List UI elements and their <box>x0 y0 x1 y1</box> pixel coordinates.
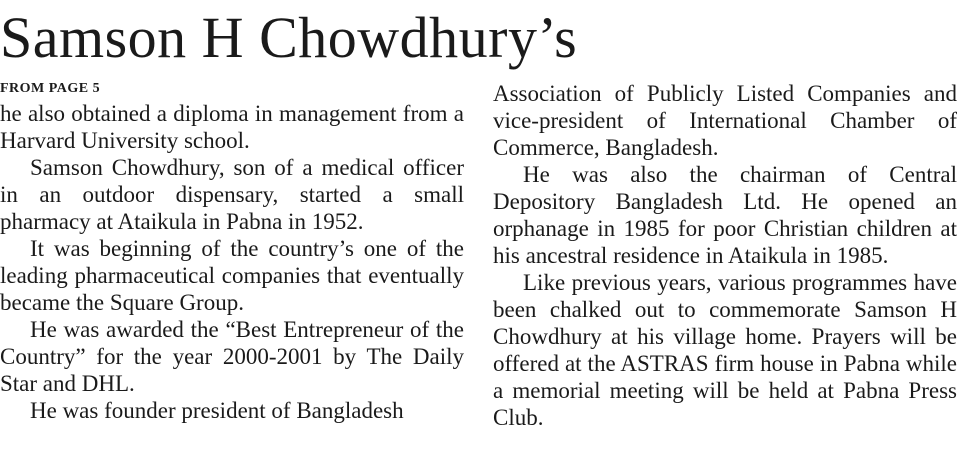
left-column <box>0 78 464 424</box>
paragraph: Samson Chowdhury, son of a medical officer in an outdoor dispensary, started a small pharmacy at Ataikula in Pabna in 1952. <box>0 155 464 234</box>
paragraph: He was awarded the “Best Entrepreneur of the Country” for the year 2000-2001 by The Daily Star and DHL. <box>0 317 464 396</box>
right-column <box>493 80 957 431</box>
paragraph: Like previous years, various programmes have been chalked out to commemorate Samson H Chowdhury at his village home. Prayers will be offered at the ASTRAS firm house in Pabna while a memorial meeting will be held at Pabna Press Club. <box>493 270 957 430</box>
paragraph: Association of Publicly Listed Companies and vice-president of International Chamber of Commerce, Bangladesh. <box>493 81 957 160</box>
paragraph: he also obtained a diploma in management from a Harvard University school. <box>0 101 464 153</box>
paragraph: It was beginning of the country’s one of the leading pharmaceutical companies that eventually became the Square Group. <box>0 236 464 315</box>
paragraph: He was also the chairman of Central Depository Bangladesh Ltd. He opened an orphanage in 1985 for poor Christian children at his ancestral residence in Ataikula in 1985. <box>493 162 957 268</box>
continuation-label: FROM PAGE 5 <box>0 81 101 96</box>
article-headline: Samson H Chowdhury’s <box>0 5 578 70</box>
paragraph: He was founder president of Bangladesh <box>30 398 404 423</box>
